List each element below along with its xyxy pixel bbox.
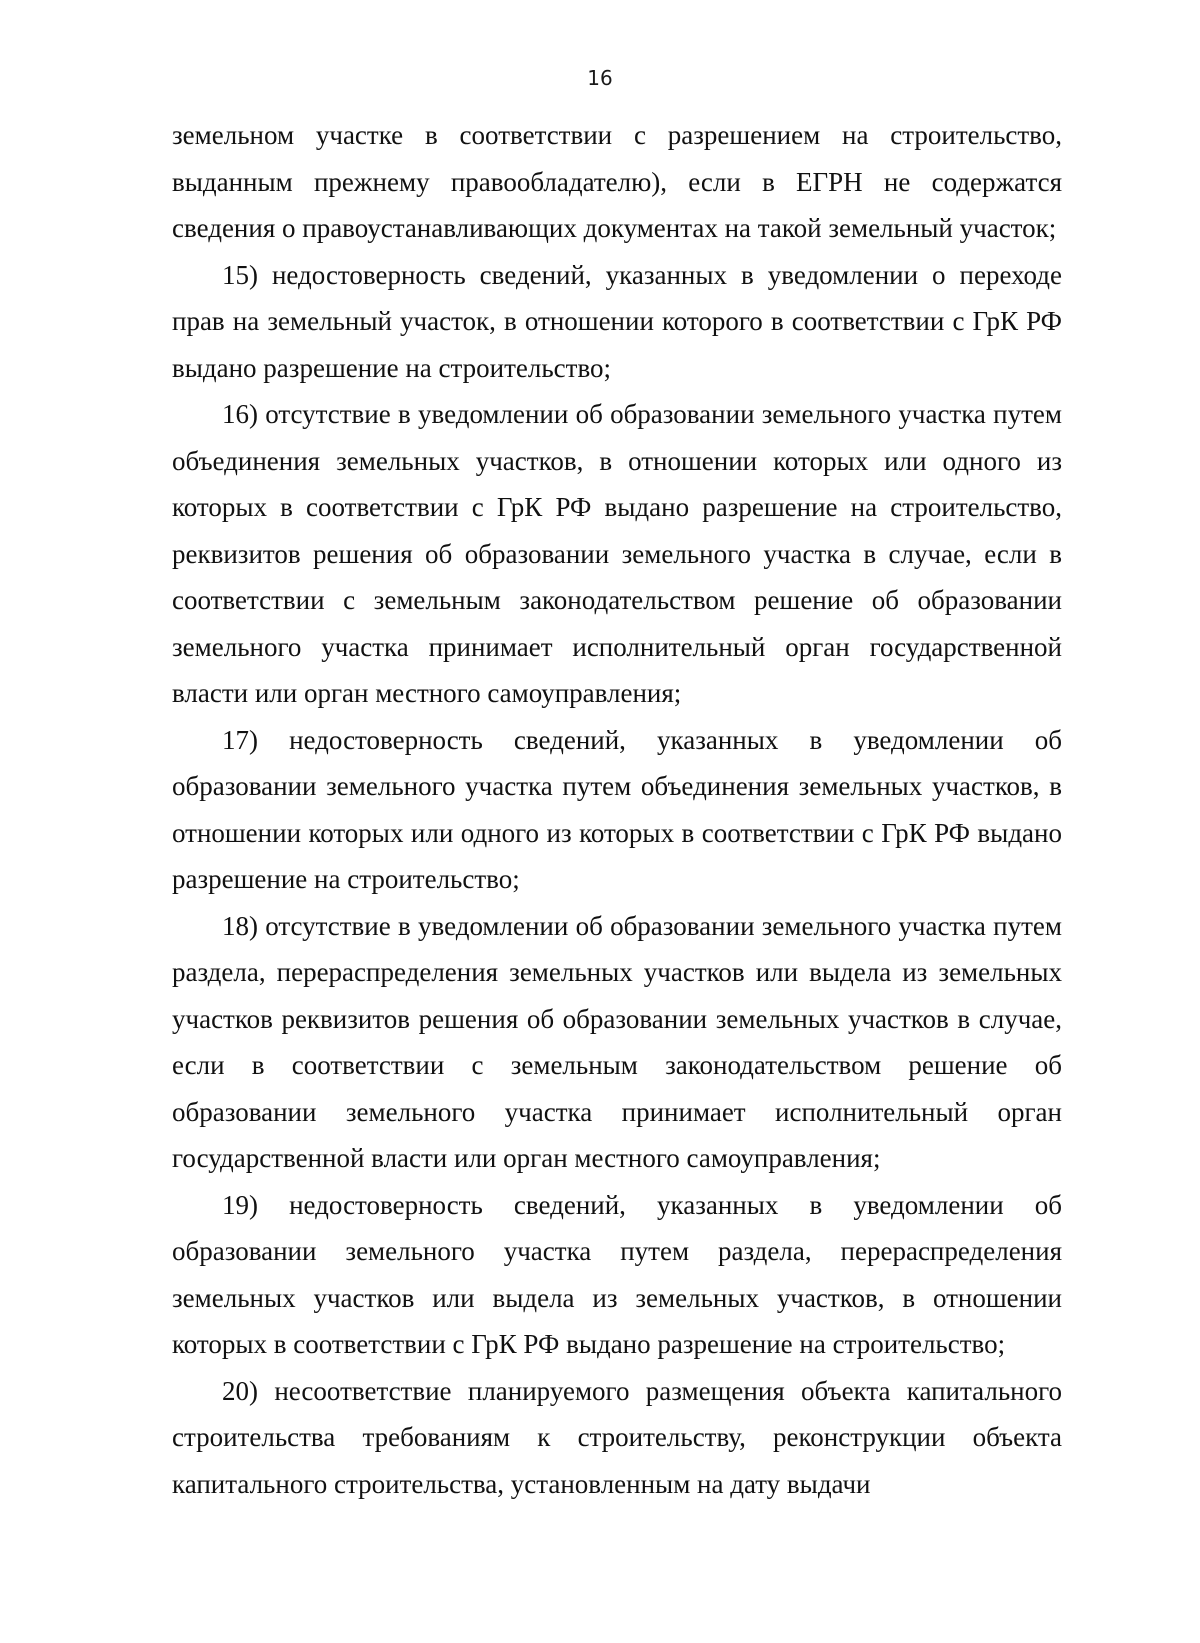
paragraph-item-16: 16) отсутствие в уведомлении об образовании земельного участка путем объединения земельных участков, в отношении которых или одного из которых в соответствии с ГрК РФ выдано разрешение на строительство, реквизитов решения об образовании земельного участка в случае, если в соответствии с земельным законодательством решение об образовании земельного участка принимает исполнительный орган государственной власти или орган местного самоуправления; — [172, 399, 1062, 708]
paragraph-item-17: 17) недостоверность сведений, указанных в уведомлении об образовании земельного участка путем объединения земельных участков, в отношении которых или одного из которых в соответствии с ГрК РФ выдано разрешение на строительство; — [172, 724, 1062, 894]
paragraph-item-20: 20) несоответствие планируемого размещения объекта капитального строительства требованиям к строительству, реконструкции объекта капитального строительства, установленным на дату выдачи — [172, 1375, 1062, 1499]
page-number: 16 — [587, 66, 613, 90]
paragraph-continuation: земельном участке в соответствии с разрешением на строительство, выданным прежнему правообладателю), если в ЕГРН не содержатся сведения о правоустанавливающих документах на такой земельный участок; — [172, 120, 1062, 243]
paragraph-item-19: 19) недостоверность сведений, указанных в уведомлении об образовании земельного участка путем раздела, перераспределения земельных участков или выдела из земельных участков, в отношении которых в соответствии с ГрК РФ выдано разрешение на строительство; — [172, 1189, 1062, 1359]
paragraph-item-15: 15) недостоверность сведений, указанных в уведомлении о переходе прав на земельный участок, в отношении которого в соответствии с ГрК РФ выдано разрешение на строительство; — [172, 259, 1062, 383]
document-body — [172, 112, 1062, 1507]
paragraph-item-18: 18) отсутствие в уведомлении об образовании земельного участка путем раздела, перераспределения земельных участков или выдела из земельных участков реквизитов решения об образовании земельных участков в случае, если в соответствии с земельным законодательством решение об образовании земельного участка принимает исполнительный орган государственной власти или орган местного самоуправления; — [172, 910, 1062, 1173]
